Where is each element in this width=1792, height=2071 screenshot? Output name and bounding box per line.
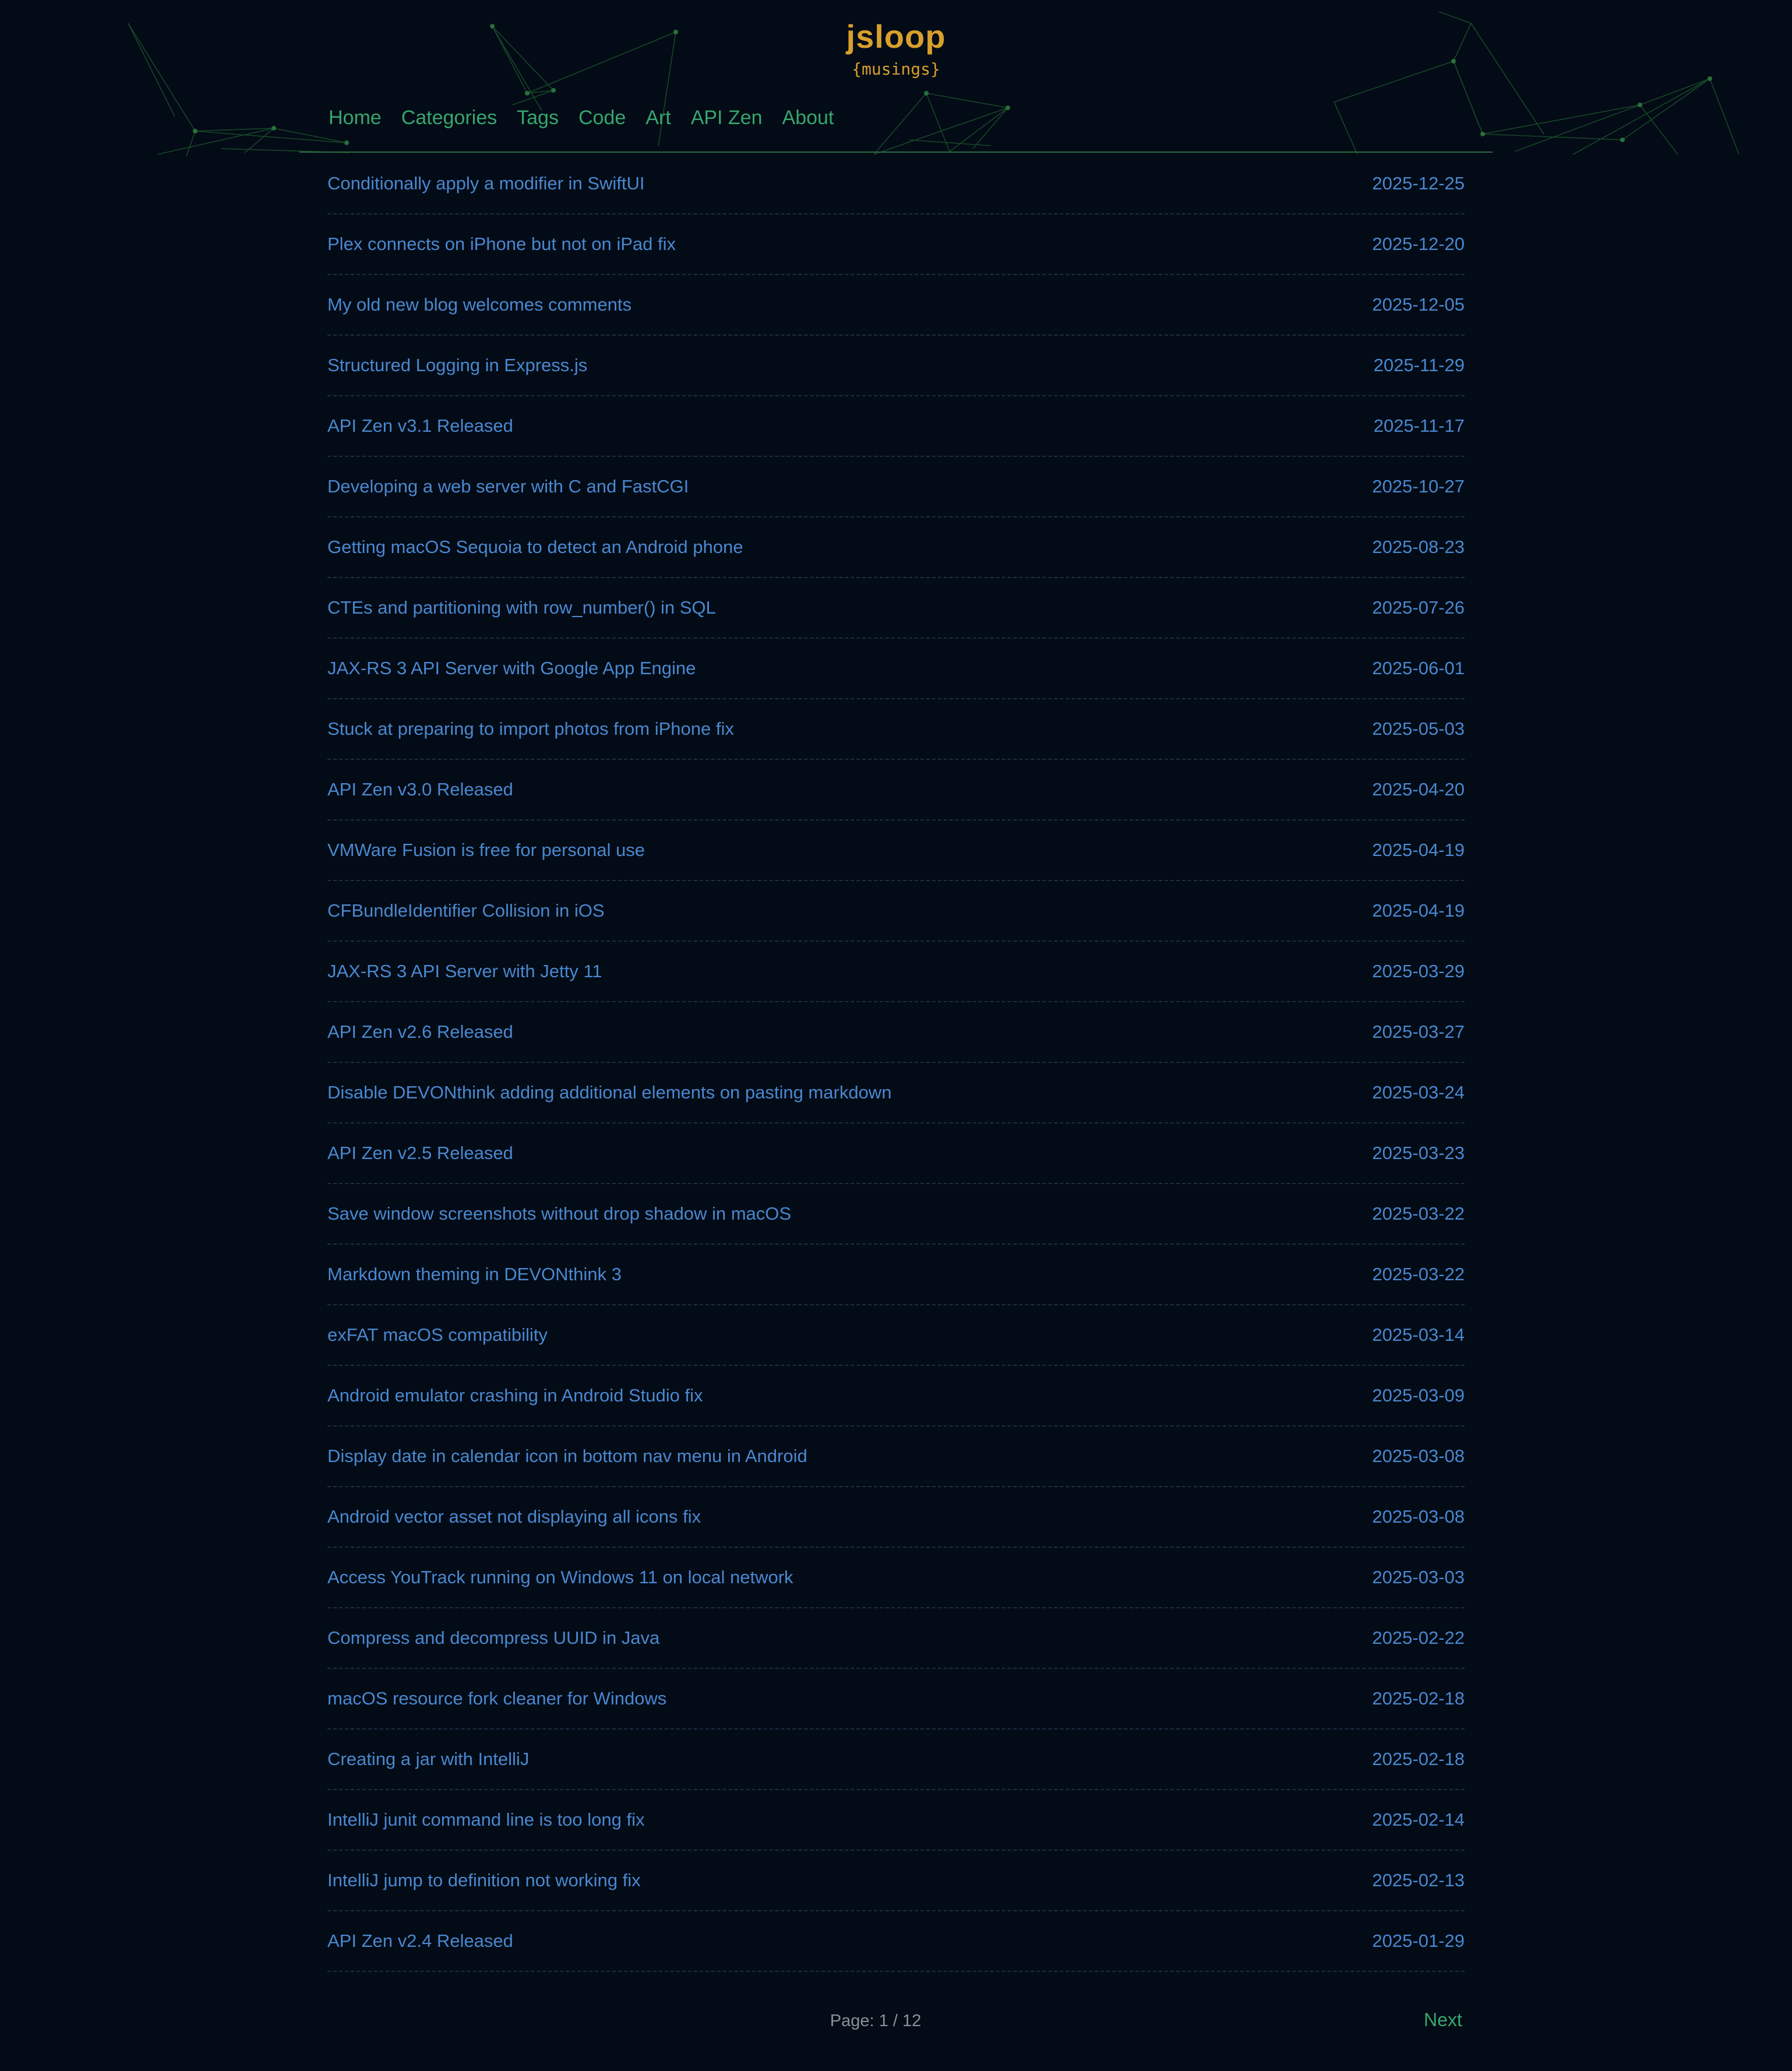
post-date: 2025-02-14 <box>1372 1809 1465 1830</box>
list-item <box>327 1427 1465 1487</box>
list-item <box>327 275 1465 336</box>
post-date: 2025-04-20 <box>1372 779 1465 799</box>
post-date: 2025-03-27 <box>1372 1022 1465 1042</box>
post-link[interactable]: API Zen v2.6 Released <box>327 1022 513 1042</box>
post-link[interactable]: VMWare Fusion is free for personal use <box>327 840 645 860</box>
post-date: 2025-03-08 <box>1372 1506 1465 1527</box>
post-date: 2025-02-22 <box>1372 1628 1465 1648</box>
post-link[interactable]: Disable DEVONthink adding additional elements on pasting markdown <box>327 1082 892 1103</box>
post-list <box>327 154 1465 1972</box>
next-page-link[interactable]: Next <box>1424 2009 1462 2030</box>
post-link[interactable]: IntelliJ jump to definition not working fix <box>327 1870 641 1890</box>
post-link[interactable]: JAX-RS 3 API Server with Google App Engine <box>327 658 696 678</box>
list-item <box>327 1851 1465 1911</box>
post-date: 2025-02-18 <box>1372 1749 1465 1769</box>
post-date: 2025-03-23 <box>1372 1143 1465 1163</box>
nav-item-categories[interactable]: Categories <box>401 107 498 129</box>
main-nav <box>329 107 853 129</box>
post-link[interactable]: CFBundleIdentifier Collision in iOS <box>327 900 605 921</box>
post-link[interactable]: Markdown theming in DEVONthink 3 <box>327 1264 622 1284</box>
list-item <box>327 1608 1465 1669</box>
post-date: 2025-11-29 <box>1373 355 1465 375</box>
post-link[interactable]: Plex connects on iPhone but not on iPad fix <box>327 234 676 254</box>
list-item <box>327 1063 1465 1123</box>
list-item <box>327 1245 1465 1305</box>
post-date: 2025-03-29 <box>1372 961 1465 981</box>
post-link[interactable]: Android emulator crashing in Android Studio fix <box>327 1385 703 1406</box>
post-date: 2025-02-13 <box>1372 1870 1465 1890</box>
site-subtitle: {musings} <box>852 59 940 79</box>
list-item <box>327 1305 1465 1366</box>
list-item <box>327 1366 1465 1427</box>
site-title[interactable]: jsloop <box>846 18 946 55</box>
post-link[interactable]: API Zen v3.1 Released <box>327 415 513 436</box>
post-date: 2025-04-19 <box>1372 900 1465 921</box>
nav-item-home[interactable]: Home <box>329 107 382 129</box>
post-link[interactable]: Getting macOS Sequoia to detect an Android phone <box>327 537 743 557</box>
post-date: 2025-03-08 <box>1372 1446 1465 1466</box>
list-item <box>327 1730 1465 1790</box>
list-item <box>327 1487 1465 1548</box>
post-date: 2025-12-05 <box>1372 294 1465 315</box>
list-item <box>327 336 1465 396</box>
post-date: 2025-03-22 <box>1372 1264 1465 1284</box>
list-item <box>327 457 1465 517</box>
post-link[interactable]: exFAT macOS compatibility <box>327 1325 548 1345</box>
post-link[interactable]: Android vector asset not displaying all icons fix <box>327 1506 701 1527</box>
post-link[interactable]: Save window screenshots without drop shadow in macOS <box>327 1203 792 1224</box>
post-link[interactable]: Compress and decompress UUID in Java <box>327 1628 660 1648</box>
post-link[interactable]: Access YouTrack running on Windows 11 on local network <box>327 1567 793 1587</box>
list-item <box>327 154 1465 214</box>
pagination-info: Page: 1 / 12 <box>830 2012 922 2030</box>
post-link[interactable]: CTEs and partitioning with row_number() in SQL <box>327 597 716 618</box>
post-link[interactable]: Structured Logging in Express.js <box>327 355 588 375</box>
post-link[interactable]: Developing a web server with C and FastCGI <box>327 476 689 496</box>
list-item <box>327 1123 1465 1184</box>
post-date: 2025-04-19 <box>1372 840 1465 860</box>
list-item <box>327 820 1465 881</box>
post-link[interactable]: API Zen v3.0 Released <box>327 779 513 799</box>
post-link[interactable]: macOS resource fork cleaner for Windows <box>327 1688 667 1709</box>
post-link[interactable]: Conditionally apply a modifier in SwiftUI <box>327 173 645 193</box>
nav-item-api-zen[interactable]: API Zen <box>690 107 763 129</box>
nav-divider <box>299 152 1493 153</box>
list-item <box>327 517 1465 578</box>
list-item <box>327 1790 1465 1851</box>
post-link[interactable]: API Zen v2.4 Released <box>327 1931 513 1951</box>
list-item <box>327 1184 1465 1245</box>
list-item <box>327 699 1465 760</box>
nav-item-art[interactable]: Art <box>645 107 671 129</box>
list-item <box>327 639 1465 699</box>
post-date: 2025-01-29 <box>1372 1931 1465 1951</box>
post-link[interactable]: Display date in calendar icon in bottom nav menu in Android <box>327 1446 807 1466</box>
list-item <box>327 942 1465 1002</box>
nav-item-tags[interactable]: Tags <box>517 107 559 129</box>
post-link[interactable]: API Zen v2.5 Released <box>327 1143 513 1163</box>
post-date: 2025-08-23 <box>1372 537 1465 557</box>
post-date: 2025-11-17 <box>1373 415 1465 436</box>
post-link[interactable]: Creating a jar with IntelliJ <box>327 1749 530 1769</box>
post-date: 2025-10-27 <box>1372 476 1465 496</box>
post-date: 2025-03-03 <box>1372 1567 1465 1587</box>
post-date: 2025-03-24 <box>1372 1082 1465 1103</box>
post-link[interactable]: JAX-RS 3 API Server with Jetty 11 <box>327 961 602 981</box>
post-date: 2025-03-14 <box>1372 1325 1465 1345</box>
list-item <box>327 1911 1465 1972</box>
list-item <box>327 1002 1465 1063</box>
nav-item-code[interactable]: Code <box>578 107 626 129</box>
post-link[interactable]: IntelliJ junit command line is too long fix <box>327 1809 645 1830</box>
list-item <box>327 396 1465 457</box>
list-item <box>327 1669 1465 1730</box>
post-date: 2025-12-20 <box>1372 234 1465 254</box>
post-date: 2025-03-09 <box>1372 1385 1465 1406</box>
post-date: 2025-07-26 <box>1372 597 1465 618</box>
post-date: 2025-06-01 <box>1372 658 1465 678</box>
list-item <box>327 578 1465 639</box>
post-link[interactable]: Stuck at preparing to import photos from iPhone fix <box>327 718 734 739</box>
post-date: 2025-12-25 <box>1372 173 1465 193</box>
list-item <box>327 1548 1465 1608</box>
post-date: 2025-03-22 <box>1372 1203 1465 1224</box>
list-item <box>327 214 1465 275</box>
post-date: 2025-02-18 <box>1372 1688 1465 1709</box>
list-item <box>327 881 1465 942</box>
list-item <box>327 760 1465 820</box>
post-date: 2025-05-03 <box>1372 718 1465 739</box>
post-link[interactable]: My old new blog welcomes comments <box>327 294 632 315</box>
nav-item-about[interactable]: About <box>782 107 834 129</box>
